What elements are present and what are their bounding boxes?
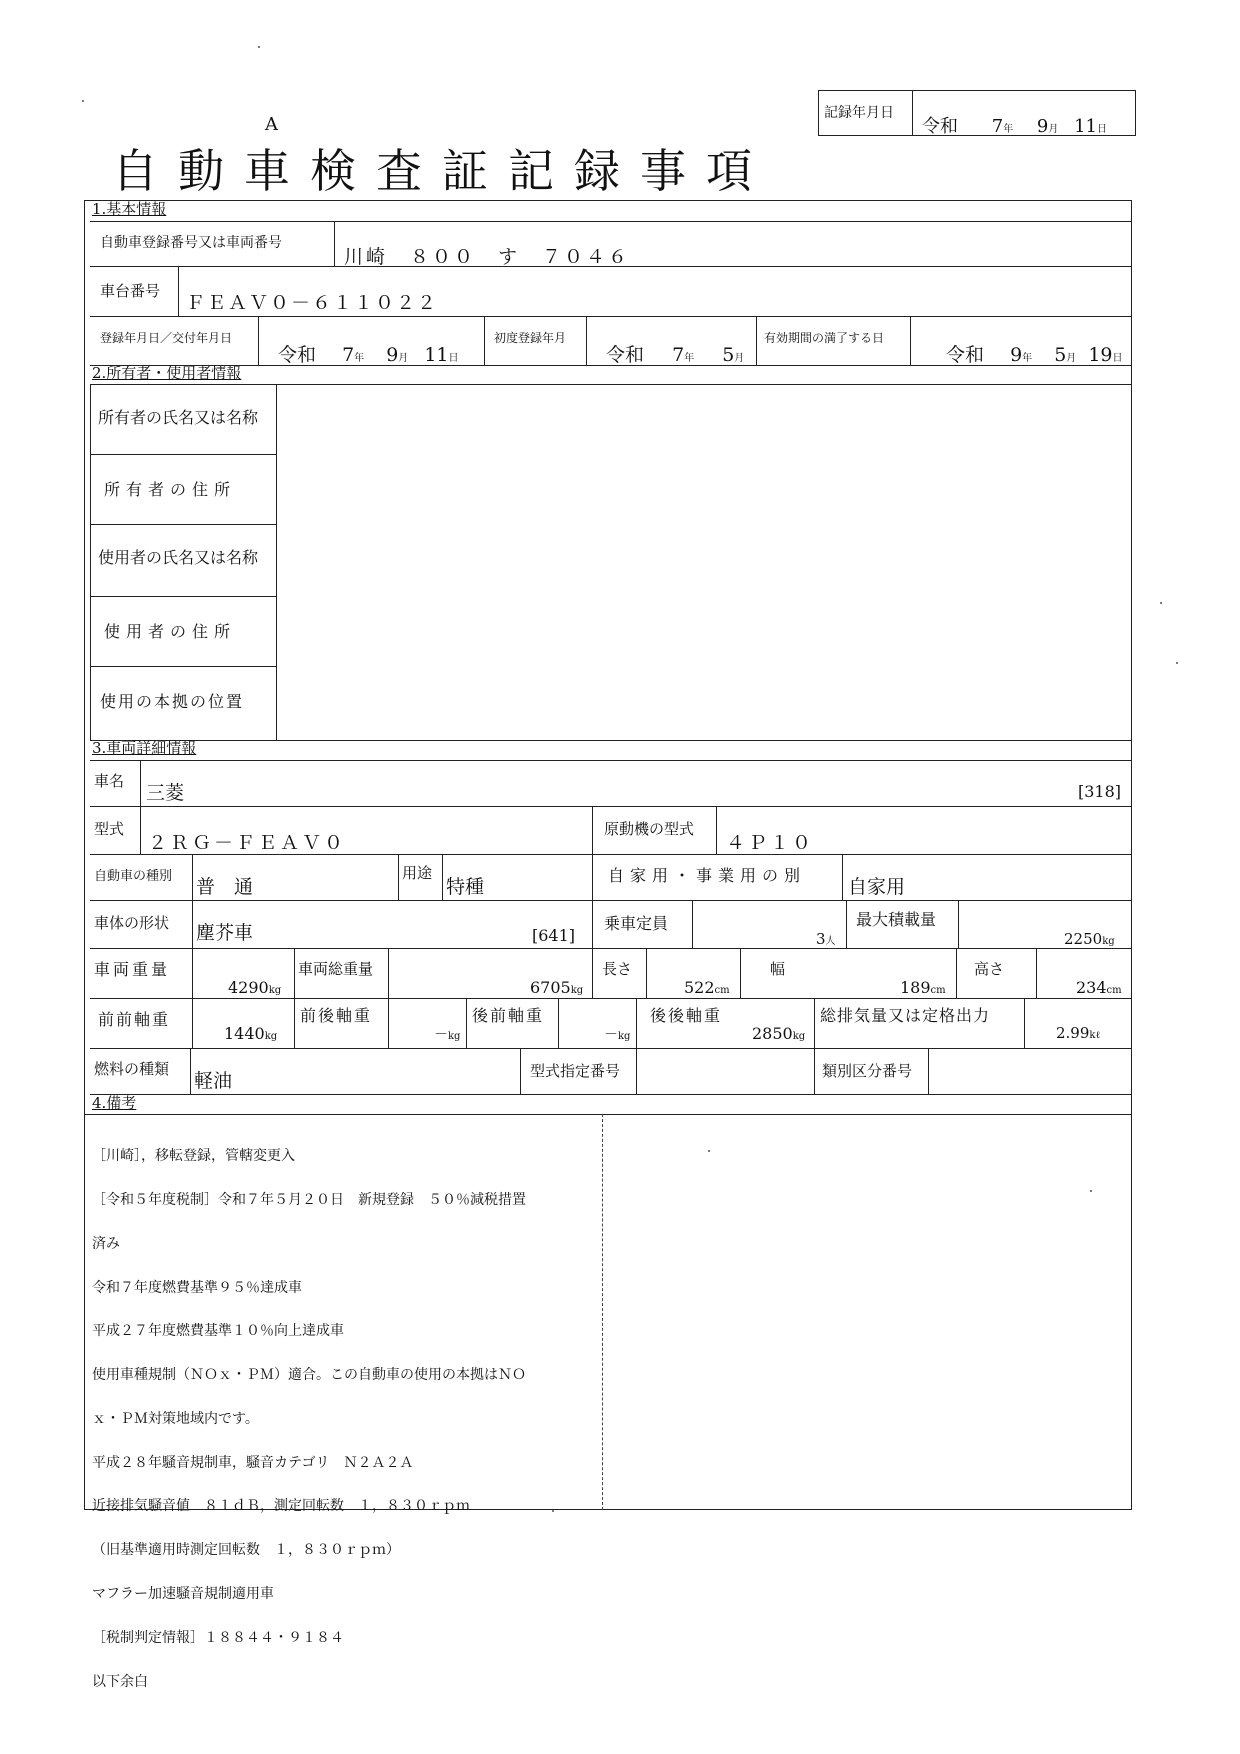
- weight-value: 4290kg: [228, 978, 282, 997]
- section4-heading: 4.備考: [92, 1094, 137, 1112]
- engine-label: 原動機の型式: [604, 820, 695, 838]
- note-line: 以下余白: [92, 1673, 148, 1690]
- length-value: 522cm: [684, 978, 730, 997]
- user-name-label: 使用者の氏名又は名称: [98, 548, 259, 567]
- private-business-value: 自家用: [848, 876, 906, 898]
- category-label: 自動車の種別: [94, 869, 173, 884]
- height-label: 高さ: [974, 960, 1005, 978]
- width-label: 幅: [770, 960, 786, 978]
- gross-weight-label: 車両総重量: [298, 960, 374, 978]
- page-title: 自動車検査証記録事項: [112, 144, 772, 198]
- chassis-value: ＦＥＡＶ０－６１１０２２: [186, 292, 439, 314]
- notes-list: [92, 1120, 526, 1704]
- gross-weight-value: 6705kg: [530, 978, 584, 997]
- car-name-value: 三菱: [146, 782, 185, 804]
- category-value: 普 通: [196, 876, 254, 898]
- issue-date-value: 令和 7年 9月 11日: [278, 344, 459, 366]
- note-line: ｘ・ＰＭ対策地域内です。: [92, 1410, 259, 1427]
- record-date-label: 記録年月日: [824, 105, 894, 121]
- note-line: 近接排気騒音値 ８１ｄＢ，測定回転数 １，８３０ｒｐｍ: [92, 1498, 470, 1515]
- length-label: 長さ: [602, 960, 633, 978]
- max-load-label: 最大積載量: [856, 910, 937, 929]
- car-name-label: 車名: [94, 772, 125, 790]
- ff-axle-label: 前前軸重: [98, 1010, 171, 1029]
- body-shape-code: [641]: [532, 926, 576, 945]
- fuel-value: 軽油: [194, 1070, 233, 1092]
- note-line: マフラー加速騒音規制適用車: [92, 1586, 274, 1602]
- note-line: 令和７年度燃費基準９５％達成車: [92, 1279, 302, 1296]
- capacity-value: 3人: [816, 930, 836, 948]
- weight-label: 車両重量: [94, 960, 171, 979]
- reg-number-value: 川崎 ８００ す ７０４６: [344, 246, 631, 268]
- height-value: 234cm: [1076, 978, 1122, 997]
- displacement-value: 2.99kℓ: [1056, 1024, 1101, 1042]
- note-line: ［令和５年度税制］令和７年５月２０日 新規登録 ５０％減税措置: [92, 1191, 526, 1208]
- body-shape-label: 車体の形状: [94, 914, 170, 932]
- width-value: 189cm: [900, 978, 946, 997]
- displacement-label: 総排気量又は定格出力: [820, 1006, 991, 1025]
- fr-axle-value: －kg: [434, 1027, 461, 1043]
- owner-address-label: 所有者の住所: [104, 480, 237, 499]
- usage-value: 特種: [446, 876, 485, 898]
- section3-heading: 3.車両詳細情報: [92, 739, 197, 757]
- body-shape-value: 塵芥車: [196, 922, 254, 944]
- max-load-value: 2250kg: [1064, 930, 1115, 948]
- note-line: ［税制判定情報］１８８４４・９１８４: [92, 1629, 344, 1646]
- model-value: ２ＲＧ－ＦＥＡＶ０: [148, 832, 347, 854]
- rr-axle-label: 後後軸重: [650, 1006, 723, 1025]
- corner-mark: A: [265, 114, 278, 135]
- note-line: 使用車種規制（ＮＯｘ・ＰＭ）適合。この自動車の使用の本拠はＮＯ: [92, 1367, 526, 1384]
- expiry-value: 令和 9年 5月 19日: [946, 344, 1123, 366]
- category-number-label: 類別区分番号: [822, 1062, 913, 1080]
- chassis-label: 車台番号: [100, 282, 161, 300]
- capacity-label: 乗車定員: [604, 914, 669, 933]
- fr-axle-label: 前後軸重: [300, 1006, 373, 1025]
- note-line: 平成２８年騒音規制車，騒音カテゴリ Ｎ２Ａ２Ａ: [92, 1454, 414, 1471]
- rf-axle-label: 後前軸重: [472, 1006, 545, 1025]
- fuel-label: 燃料の種類: [94, 1060, 170, 1078]
- expiry-label: 有効期間の満了する日: [764, 331, 885, 345]
- note-line: （旧基準適用時測定回転数 １，８３０ｒｐｍ）: [92, 1542, 400, 1559]
- user-address-label: 使用者の住所: [104, 622, 237, 641]
- type-designation-label: 型式指定番号: [530, 1062, 621, 1080]
- note-line: 平成２７年度燃費基準１０％向上達成車: [92, 1323, 344, 1340]
- ff-axle-value: 1440kg: [224, 1024, 278, 1043]
- usage-label: 用途: [402, 864, 433, 882]
- car-name-code: [318]: [1078, 782, 1122, 801]
- model-label: 型式: [94, 820, 125, 838]
- rr-axle-value: 2850kg: [752, 1024, 806, 1043]
- base-location-label: 使用の本拠の位置: [100, 692, 245, 711]
- record-date-value: 令和 7年 9月 11日: [922, 116, 1108, 137]
- owner-name-label: 所有者の氏名又は名称: [98, 408, 259, 427]
- first-reg-label: 初度登録年月: [494, 331, 567, 345]
- note-line: 済み: [92, 1235, 120, 1252]
- rf-axle-value: －kg: [604, 1027, 631, 1043]
- section2-heading: 2.所有者・使用者情報: [92, 364, 242, 382]
- reg-number-label: 自動車登録番号又は車両番号: [100, 235, 282, 251]
- first-reg-value: 令和 7年 5月: [606, 344, 745, 366]
- section1-heading: 1.基本情報: [92, 200, 167, 218]
- engine-value: ４Ｐ１０: [726, 832, 815, 854]
- private-business-label: 自家用・事業用の別: [608, 866, 807, 885]
- issue-date-label: 登録年月日／交付年月日: [100, 331, 233, 345]
- note-line: ［川崎］，移転登録，管轄変更入: [92, 1148, 295, 1165]
